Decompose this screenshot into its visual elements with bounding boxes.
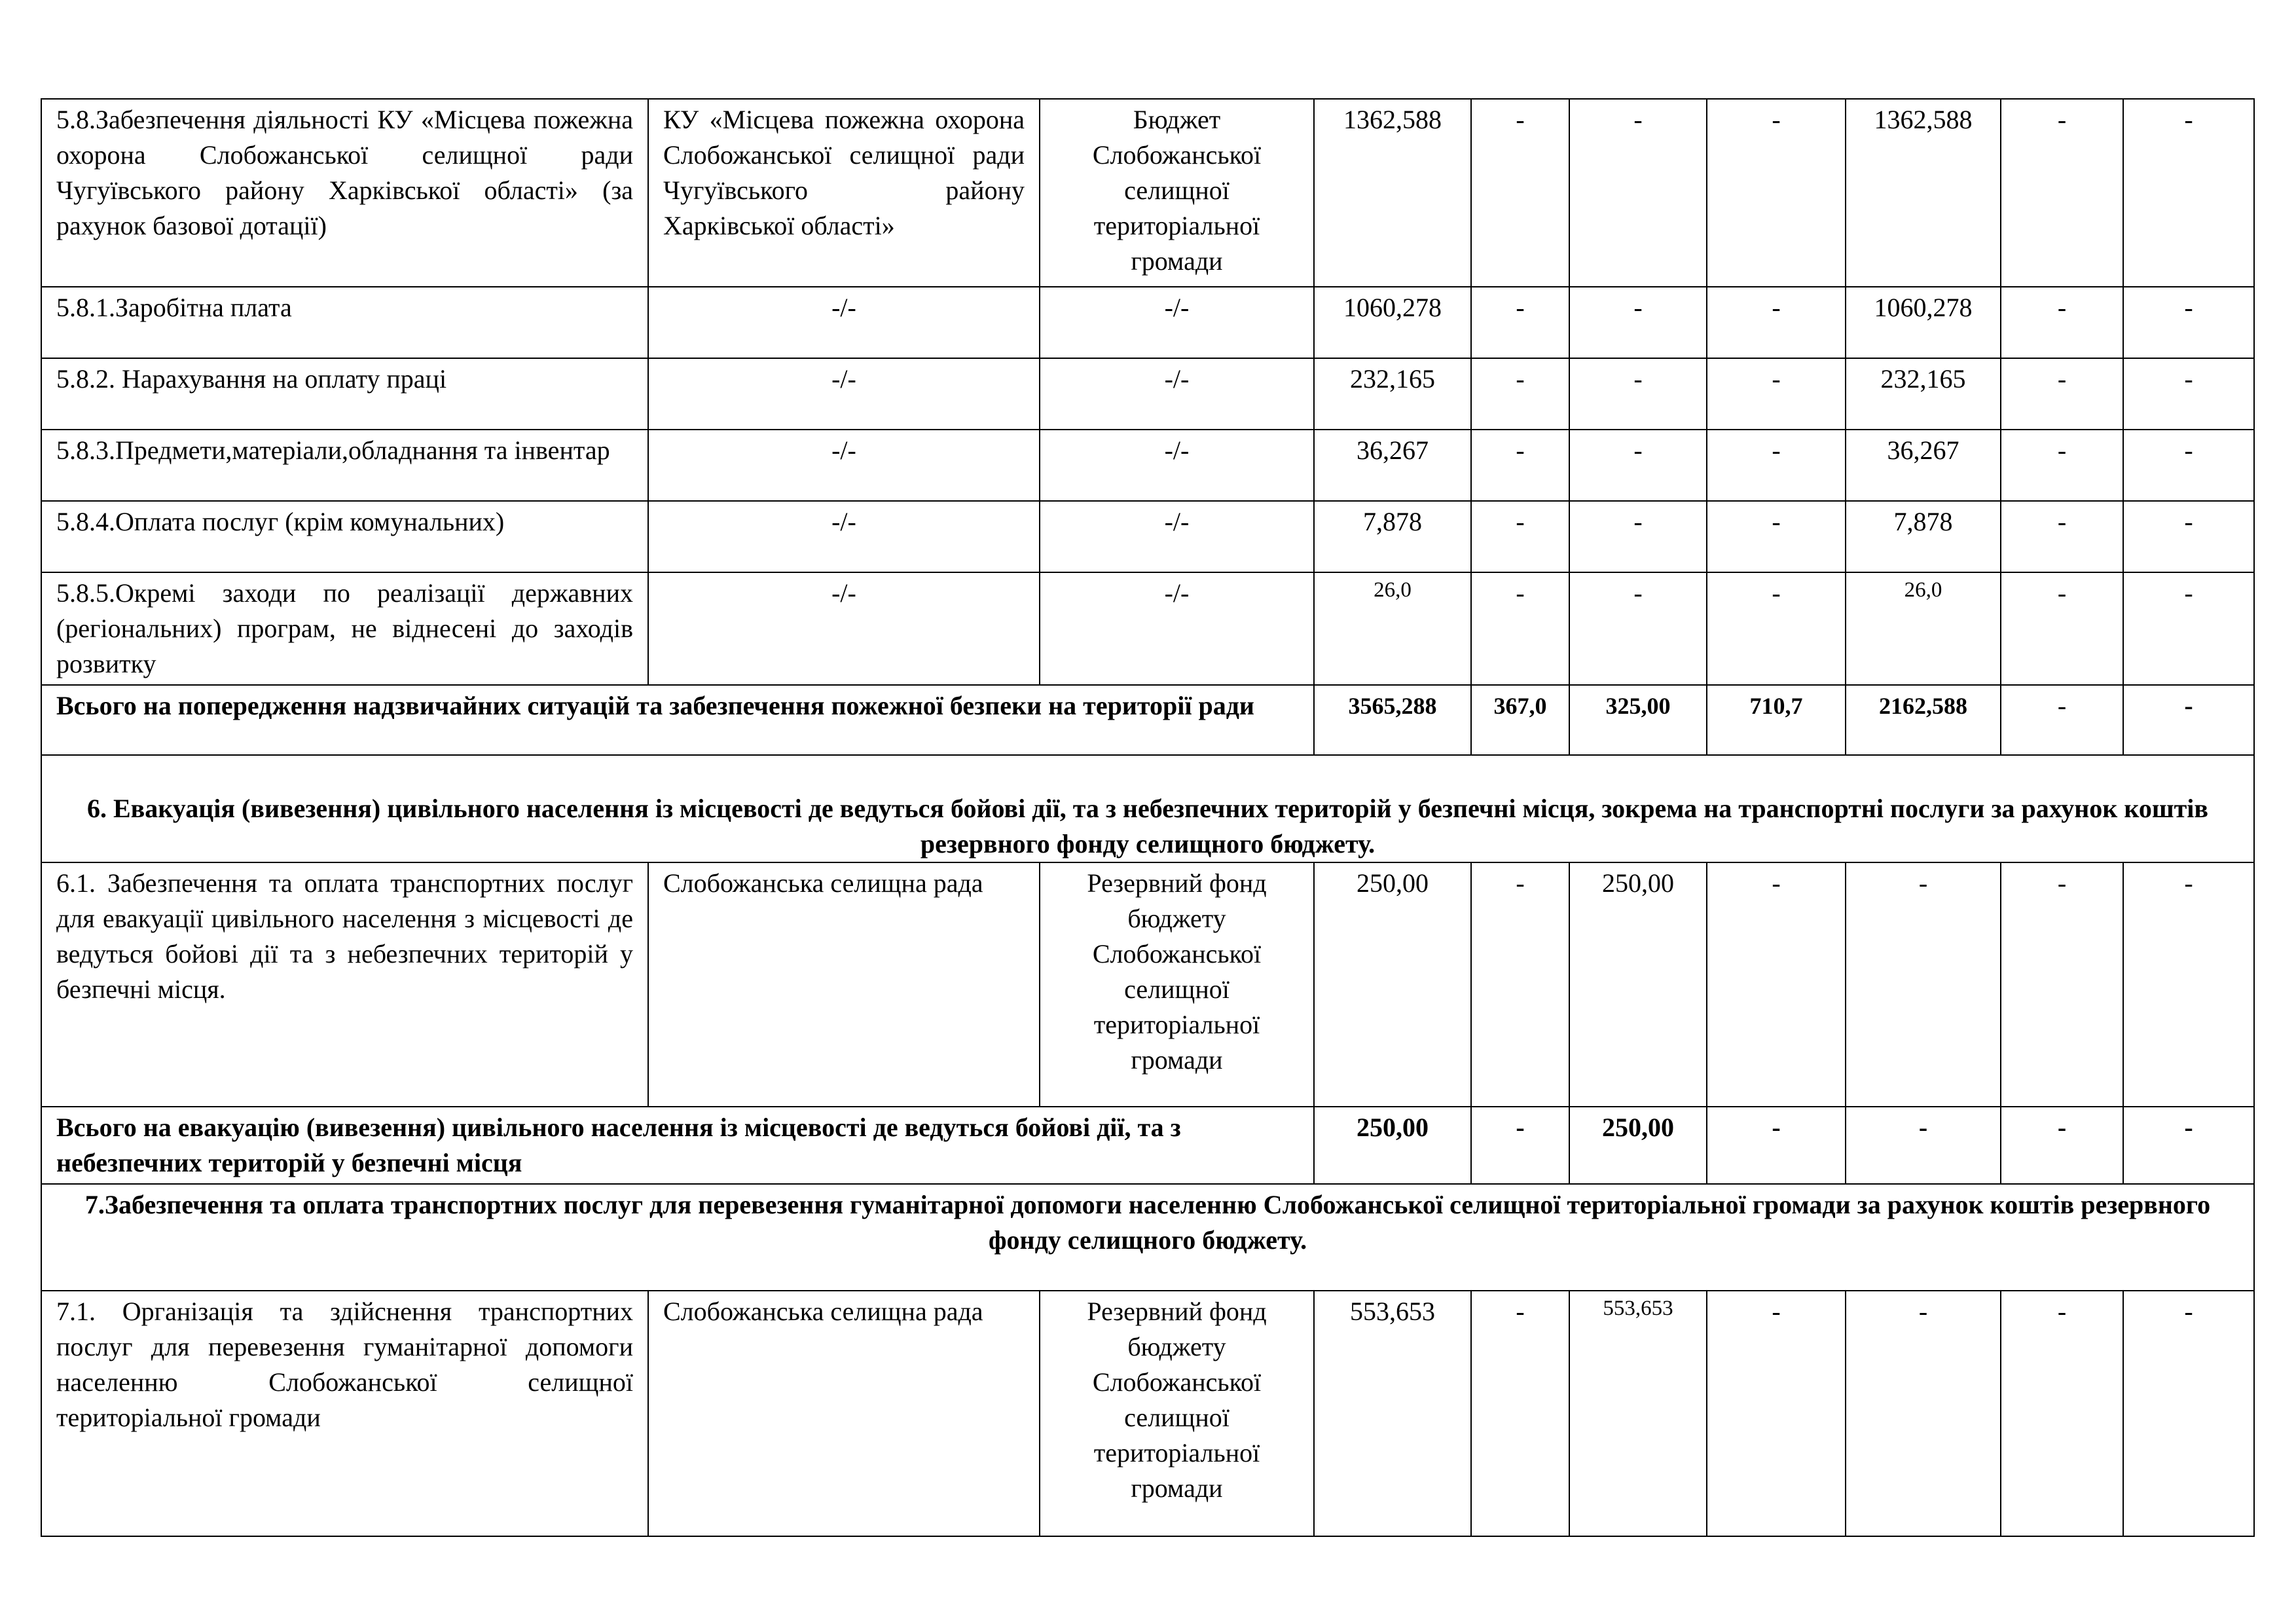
table-row-total-5 <box>41 685 2254 755</box>
funding-source: Резервний фонд бюджету Слобожанської селищної територіальної громади <box>1040 862 1314 1107</box>
value-col-4: - <box>1707 358 1846 430</box>
measure-name: 5.8.4.Оплата послуг (крім комунальних) <box>41 501 648 572</box>
value-col-6: - <box>2001 287 2123 358</box>
executor: Слобожанська селищна рада <box>648 1291 1040 1536</box>
measure-name: 6.1. Забезпечення та оплата транспортних послуг для евакуації цивільного населення з місцевості де ведуться бойові дії та з небезпечних територій у безпечні місця. <box>41 862 648 1107</box>
value-col-7: - <box>2123 287 2254 358</box>
value-col-3: 250,00 <box>1569 862 1707 1107</box>
executor: -/- <box>648 501 1040 572</box>
value-col-7: - <box>2123 862 2254 1107</box>
value-col-2: - <box>1471 572 1569 685</box>
value-col-4: - <box>1707 430 1846 501</box>
funding-source: -/- <box>1040 358 1314 430</box>
executor: -/- <box>648 572 1040 685</box>
value-col-4: - <box>1707 862 1846 1107</box>
section-6-heading-row <box>41 755 2254 862</box>
value-col-6: - <box>2001 685 2123 755</box>
value-col-2: - <box>1471 430 1569 501</box>
value-col-7: - <box>2123 1291 2254 1536</box>
funding-source: -/- <box>1040 287 1314 358</box>
value-col-6: - <box>2001 358 2123 430</box>
funding-source: Резервний фонд бюджету Слобожанської селищної територіальної громади <box>1040 1291 1314 1536</box>
budget-table <box>41 98 2255 1537</box>
value-total: 3565,288 <box>1314 685 1471 755</box>
value-col-3: 325,00 <box>1569 685 1707 755</box>
value-col-5: - <box>1846 862 2001 1107</box>
value-col-6: - <box>2001 501 2123 572</box>
measure-name: 5.8.5.Окремі заходи по реалізації державних (регіональних) програм, не віднесені до заходів розвитку <box>41 572 648 685</box>
value-col-2: - <box>1471 1291 1569 1536</box>
value-total: 36,267 <box>1314 430 1471 501</box>
table-row-6-1 <box>41 862 2254 1107</box>
table-row-5-8-4 <box>41 501 2254 572</box>
value-col-2: 367,0 <box>1471 685 1569 755</box>
measure-name: 5.8.Забезпечення діяльності КУ «Місцева пожежна охорона Слобожанської селищної ради Чугуївського району Харківської області» (за рахунок базової дотації) <box>41 99 648 287</box>
value-col-5: 7,878 <box>1846 501 2001 572</box>
table-row-7-1 <box>41 1291 2254 1536</box>
section-heading <box>41 1184 2254 1291</box>
table-row-5-8-3 <box>41 430 2254 501</box>
value-col-4: - <box>1707 99 1846 287</box>
section-heading <box>41 755 2254 862</box>
value-col-6: - <box>2001 862 2123 1107</box>
funding-source: -/- <box>1040 501 1314 572</box>
section-title: 7.Забезпечення та оплата транспортних послуг для перевезення гуманітарної допомоги населенню Слобожанської селищної територіальної громади за рахунок коштів резервного фонду селищного бюджету. <box>84 1190 2211 1255</box>
table-row-5-8 <box>41 99 2254 287</box>
executor: КУ «Місцева пожежна охорона Слобожанської селищної ради Чугуївського району Харківської області» <box>648 99 1040 287</box>
value-col-3: - <box>1569 99 1707 287</box>
value-col-3: - <box>1569 358 1707 430</box>
value-col-4: - <box>1707 572 1846 685</box>
value-col-7: - <box>2123 501 2254 572</box>
value-total: 1060,278 <box>1314 287 1471 358</box>
value-col-5: - <box>1846 1107 2001 1184</box>
value-col-7: - <box>2123 430 2254 501</box>
value-col-7: - <box>2123 99 2254 287</box>
value-col-5: 36,267 <box>1846 430 2001 501</box>
measure-name: 5.8.2. Нарахування на оплату праці <box>41 358 648 430</box>
table-row-5-8-5 <box>41 572 2254 685</box>
value-col-5: - <box>1846 1291 2001 1536</box>
measure-name: 7.1. Організація та здійснення транспортних послуг для перевезення гуманітарної допомоги населенню Слобожанської селищної територіальної громади <box>41 1291 648 1536</box>
executor: -/- <box>648 358 1040 430</box>
table-row-total-6 <box>41 1107 2254 1184</box>
value-total: 1362,588 <box>1314 99 1471 287</box>
value-col-3: - <box>1569 501 1707 572</box>
measure-name: 5.8.3.Предмети,матеріали,обладнання та інвентар <box>41 430 648 501</box>
value-total: 232,165 <box>1314 358 1471 430</box>
value-col-6: - <box>2001 99 2123 287</box>
value-col-3: - <box>1569 572 1707 685</box>
value-col-6: - <box>2001 430 2123 501</box>
value-col-3: - <box>1569 287 1707 358</box>
table-row-5-8-2 <box>41 358 2254 430</box>
table-row-5-8-1 <box>41 287 2254 358</box>
value-col-7: - <box>2123 572 2254 685</box>
section-title: 6. Евакуація (вивезення) цивільного населення із місцевості де ведуться бойові дії, та з небезпечних територій у безпечні місця, зокрема на транспортні послуги за рахунок коштів резервного фонду селищного бюджету. <box>87 794 2208 858</box>
value-col-4: - <box>1707 1107 1846 1184</box>
funding-source: Бюджет Слобожанської селищної територіальної громади <box>1040 99 1314 287</box>
value-total: 250,00 <box>1314 1107 1471 1184</box>
value-col-6: - <box>2001 572 2123 685</box>
executor: Слобожанська селищна рада <box>648 862 1040 1107</box>
value-col-2: - <box>1471 501 1569 572</box>
value-col-7: - <box>2123 1107 2254 1184</box>
funding-source: -/- <box>1040 572 1314 685</box>
total-label: Всього на попередження надзвичайних ситуацій та забезпечення пожежної безпеки на території ради <box>41 685 1314 755</box>
value-col-2: - <box>1471 287 1569 358</box>
measure-name: 5.8.1.Заробітна плата <box>41 287 648 358</box>
value-col-3: - <box>1569 430 1707 501</box>
value-total: 26,0 <box>1314 572 1471 685</box>
value-col-5: 2162,588 <box>1846 685 2001 755</box>
value-total: 7,878 <box>1314 501 1471 572</box>
value-col-4: - <box>1707 287 1846 358</box>
value-col-5: 1362,588 <box>1846 99 2001 287</box>
value-col-3: 250,00 <box>1569 1107 1707 1184</box>
value-col-3: 553,653 <box>1569 1291 1707 1536</box>
value-total: 553,653 <box>1314 1291 1471 1536</box>
section-7-heading-row <box>41 1184 2254 1291</box>
value-col-4: - <box>1707 1291 1846 1536</box>
executor: -/- <box>648 287 1040 358</box>
executor: -/- <box>648 430 1040 501</box>
value-col-6: - <box>2001 1107 2123 1184</box>
value-col-4: - <box>1707 501 1846 572</box>
value-col-7: - <box>2123 358 2254 430</box>
value-col-2: - <box>1471 99 1569 287</box>
value-col-5: 1060,278 <box>1846 287 2001 358</box>
value-col-5: 232,165 <box>1846 358 2001 430</box>
value-total: 250,00 <box>1314 862 1471 1107</box>
value-col-2: - <box>1471 1107 1569 1184</box>
total-label: Всього на евакуацію (вивезення) цивільного населення із місцевості де ведуться бойові дії, та з небезпечних територій у безпечні місця <box>41 1107 1314 1184</box>
value-col-2: - <box>1471 358 1569 430</box>
value-col-6: - <box>2001 1291 2123 1536</box>
funding-source: -/- <box>1040 430 1314 501</box>
value-col-7: - <box>2123 685 2254 755</box>
value-col-5: 26,0 <box>1846 572 2001 685</box>
value-col-4: 710,7 <box>1707 685 1846 755</box>
value-col-2: - <box>1471 862 1569 1107</box>
